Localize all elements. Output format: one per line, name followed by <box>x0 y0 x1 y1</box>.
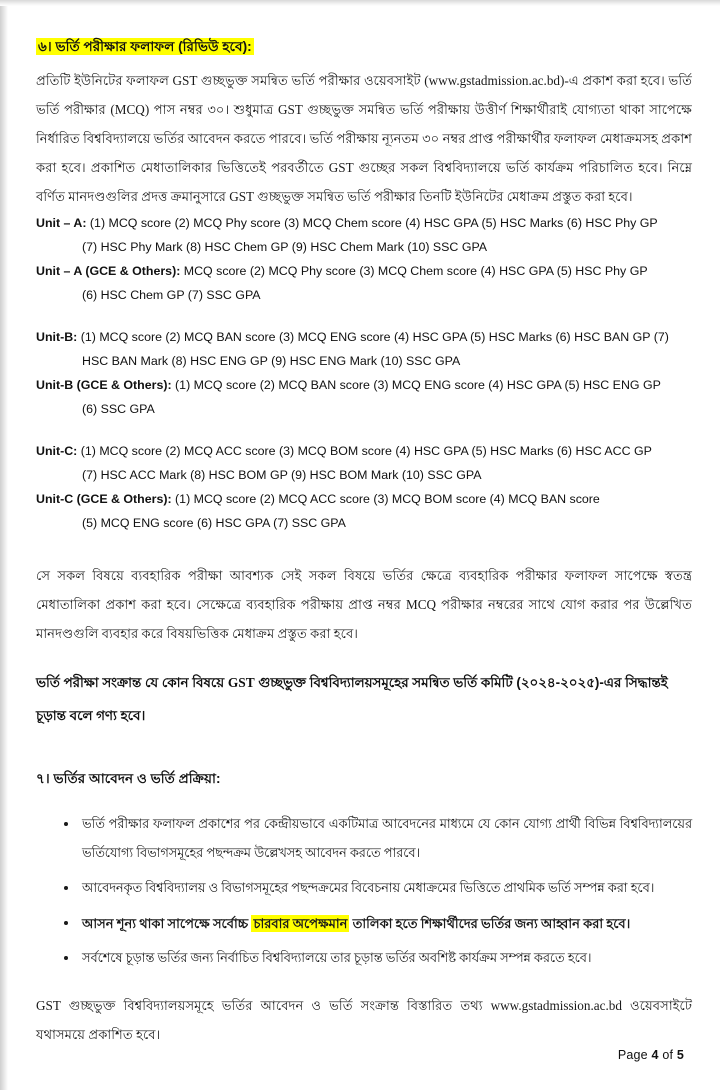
unit-line: (6) SSC GPA <box>82 402 155 416</box>
s6-gst-4: GST <box>229 189 254 204</box>
spacer <box>36 307 692 325</box>
section-6-heading-row <box>36 34 692 60</box>
footer-prefix: Page <box>617 1048 652 1062</box>
unit-block-b-gce <box>36 373 692 421</box>
page-content <box>36 34 692 1049</box>
committee-text-1: ভর্তি পরীক্ষা সংক্রান্ত যে কোন বিষয়ে <box>36 675 228 690</box>
s6-website-url: www.gstadmission.ac.bd <box>428 73 561 88</box>
spacer <box>36 535 692 561</box>
s6-gst-2: GST <box>277 102 303 117</box>
unit-line: (5) MCQ ENG score (6) HSC GPA (7) SSC GPA <box>82 516 346 530</box>
list-item: সর্বশেষে চূড়ান্ত ভর্তির জন্য নির্বাচিত বিশ্ববিদ্যালয়ে তার চূড়ান্ত ভর্তির অবশিষ্ট কার্যক্রম সম্পন্ন করতে হবে। <box>36 944 692 973</box>
s6-gst-1: GST <box>172 73 198 88</box>
unit-block-a <box>36 211 692 259</box>
section-7-bullet-list <box>36 810 692 973</box>
footer-current-page: 4 <box>651 1048 659 1062</box>
section-7-closing-paragraph <box>36 991 692 1049</box>
s6-text-3: )-এ প্রকাশ করা হবে। ভর্তি ভর্তি পরীক্ষার ( <box>36 73 692 117</box>
s6-text-5: গুচ্ছভুক্ত সমন্বিত ভর্তি পরীক্ষায় উত্তীর্ণ শিক্ষার্থীরাই যোগ্যতা থাকা সাপেক্ষে নির্ধারিত বিশ্ববিদ্যালয়ে ভর্তির আবেদন করতে পারবে। ভর্তি পরীক্ষায় ন্যূনতম ৩০ নম্বর প্রাপ্ত পরীক্ষার্থীর ফলাফল মেধাক্রমসহ প্রকাশ করা হবে। প্রকাশিত মেধাতালিকার ভিত্তিতেই পরবর্তীতে <box>36 102 692 175</box>
practical-text-1: সে সকল বিষয়ে ব্যবহারিক পরীক্ষা আবশ্যক সেই সকল বিষয়ে ভর্তির ক্ষেত্রে ব্যবহারিক পরীক্ষার ফলাফল সাপেক্ষে স্বতন্ত্র মেধাতালিকা প্রকাশ করা হবে। সেক্ষেত্রে ব্যবহারিক পরীক্ষায় প্রাপ্ত নম্বর <box>36 568 692 612</box>
unit-line: (6) HSC Chem GP (7) SSC GPA <box>82 288 261 302</box>
committee-final-decision-statement <box>36 666 692 732</box>
footer-middle: of <box>658 1048 677 1062</box>
closing-text-1: গুচ্ছভুক্ত বিশ্ববিদ্যালয়সমূহে ভর্তির আবেদন ও ভর্তি সংক্রান্ত বিস্তারিত তথ্য <box>60 998 491 1013</box>
s6-gst-3: GST <box>328 160 354 175</box>
list-item: ভর্তি পরীক্ষার ফলাফল প্রকাশের পর কেন্দ্রীয়ভাবে একটিমাত্র আবেদনের মাধ্যমে যে কোন যোগ্য প্রার্থী বিভিন্ন বিশ্ববিদ্যালয়ের ভর্তিযোগ্য বিভাগসমূহের পছন্দক্রম উল্লেখসহ আবেদন করতে পারবে। <box>36 810 692 868</box>
unit-criteria: (1) MCQ score (2) MCQ Phy score (3) MCQ Chem score (4) HSC GPA (5) HSC Marks (6) HSC Phy GP <box>86 216 658 230</box>
unit-label: Unit-C: <box>36 444 78 458</box>
s6-mcq-label: MCQ <box>114 102 145 117</box>
unit-block-b <box>36 325 692 373</box>
unit-label: Unit-B: <box>36 330 78 344</box>
unit-criteria: (1) MCQ score (2) MCQ BAN score (3) MCQ ENG score (4) HSC GPA (5) HSC Marks (6) HSC BAN GP (7) <box>77 330 669 344</box>
page-number-footer <box>618 1048 684 1062</box>
unit-line <box>36 259 692 283</box>
unit-block-c-gce <box>36 487 692 535</box>
spacer <box>36 648 692 666</box>
page-top-edge-shadow <box>0 0 720 6</box>
footer-total-pages: 5 <box>676 1048 684 1062</box>
unit-label: Unit-B (GCE & Others): <box>36 378 172 392</box>
waiting-list-prefix: আসন শূন্য থাকা সাপেক্ষে সর্বোচ্চ <box>82 916 252 931</box>
practical-exam-paragraph <box>36 561 692 648</box>
s6-text-7: গুচ্ছভুক্ত সমন্বিত ভর্তি পরীক্ষার তিনটি ইউনিটের মেধাক্রম প্রস্তুত করা হবে। <box>253 189 633 204</box>
waiting-list-suffix: তালিকা হতে শিক্ষার্থীদের ভর্তির জন্য আহ্বান করা হবে। <box>349 916 631 931</box>
unit-criteria: MCQ score (2) MCQ Phy score (3) MCQ Chem score (4) HSC GPA (5) HSC Phy GP <box>180 264 648 278</box>
unit-line <box>36 325 692 349</box>
unit-line: HSC BAN Mark (8) HSC ENG GP (9) HSC ENG Mark (10) SSC GPA <box>82 354 461 368</box>
s6-text-4: ) পাস নম্বর ৩০। শুধুমাত্র <box>144 102 278 117</box>
section-6-heading: ৬। ভর্তি পরীক্ষার ফলাফল (রিভিউ হবে): <box>38 39 252 54</box>
unit-line <box>36 373 692 397</box>
unit-line <box>36 487 692 511</box>
list-item <box>36 909 692 938</box>
section-6-paragraph <box>36 66 692 211</box>
spacer <box>36 979 692 991</box>
unit-label: Unit – A (GCE & Others): <box>36 264 181 278</box>
list-item: আবেদনকৃত বিশ্ববিদ্যালয় ও বিভাগসমূহের পছন্দক্রমের বিবেচনায় মেধাক্রমের ভিত্তিতে প্রাথমিক ভর্তি সম্পন্ন করা হবে। <box>36 874 692 903</box>
closing-text-2: ওয়েবসাইটে যথাসময়ে প্রকাশিত হবে। <box>36 998 692 1042</box>
unit-criteria: (1) MCQ score (2) MCQ BAN score (3) MCQ ENG score (4) HSC GPA (5) HSC ENG GP <box>171 378 661 392</box>
spacer <box>36 732 692 766</box>
unit-block-c <box>36 439 692 487</box>
committee-text-2: গুচ্ছভুক্ত বিশ্ববিদ্যালয়সমূহের সমন্বিত ভর্তি কমিটি (২০২৪-২০২৫)-এর সিদ্ধান্তই চূড়ান্ত বলে গণ্য হবে। <box>36 675 668 723</box>
unit-criteria: (1) MCQ score (2) MCQ ACC score (3) MCQ BOM score (4) MCQ BAN score <box>171 492 600 506</box>
committee-gst-label: GST <box>227 675 255 690</box>
section-7-heading: ৭। ভর্তির আবেদন ও ভর্তি প্রক্রিয়া: <box>36 771 221 786</box>
unit-label: Unit – A: <box>36 216 87 230</box>
unit-line: (7) HSC ACC Mark (8) HSC BOM GP (9) HSC BOM Mark (10) SSC GPA <box>82 468 482 482</box>
page-left-edge-shadow <box>0 0 8 1090</box>
spacer <box>36 798 692 810</box>
s6-text-2: গুচ্ছভুক্ত সমন্বিত ভর্তি পরীক্ষার ওয়েবসাইট ( <box>197 73 429 88</box>
unit-line: (7) HSC Phy Mark (8) HSC Chem GP (9) HSC Chem Mark (10) SSC GPA <box>82 240 488 254</box>
unit-label: Unit-C (GCE & Others): <box>36 492 172 506</box>
section-7-heading-row <box>36 766 692 792</box>
closing-website-url: www.gstadmission.ac.bd <box>490 998 622 1013</box>
s6-text-6: গুচ্ছের সকল বিশ্ববিদ্যালয়ে ভর্তি কার্যক্রম পরিচালিত হবে। নিম্নে বর্ণিত মানদণ্ডগুলির প্রদত্ত ক্রমানুসারে <box>36 160 693 204</box>
waiting-list-highlight: চারবার অপেক্ষমান <box>253 916 348 931</box>
unit-block-a-gce <box>36 259 692 307</box>
spacer <box>36 421 692 439</box>
practical-text-2: পরীক্ষার নম্বরের সাথে যোগ করার পর উল্লেখিত মানদণ্ডগুলি ব্যবহার করে বিষয়ভিত্তিক মেধাক্রম প্রস্তুত করা হবে। <box>36 597 692 641</box>
closing-gst-label: GST <box>36 998 61 1013</box>
unit-criteria: (1) MCQ score (2) MCQ ACC score (3) MCQ BOM score (4) HSC GPA (5) HSC Marks (6) HSC ACC GP <box>77 444 652 458</box>
practical-mcq-label: MCQ <box>405 597 437 612</box>
unit-line <box>36 439 692 463</box>
s6-text-1: প্রতিটি ইউনিটের ফলাফল <box>36 73 173 88</box>
unit-line <box>36 211 692 235</box>
